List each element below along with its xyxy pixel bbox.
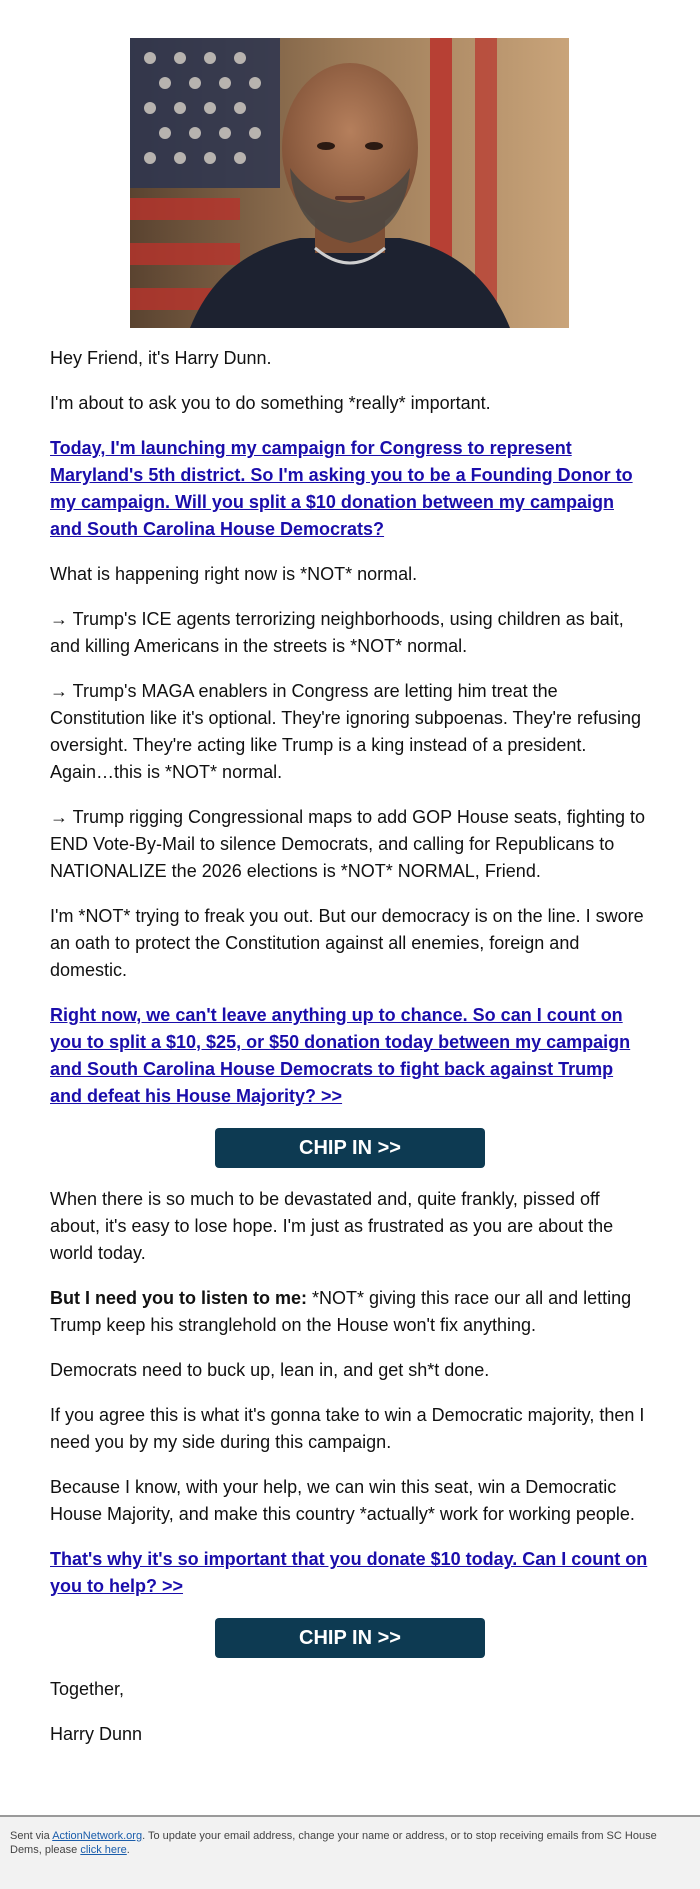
email-footer <box>0 1815 700 1889</box>
listen-rest-text: *NOT* giving this race our all and letting Trump keep his stranglehold on the House won't fix anything. <box>50 1288 632 1335</box>
buck-up-paragraph: Democrats need to buck up, lean in, and get sh*t done. <box>50 1360 490 1380</box>
intro-text: I'm about to ask you to do something *really* important. <box>50 393 491 413</box>
unsubscribe-click-here-link[interactable]: click here <box>80 1844 127 1856</box>
split-donation-link[interactable]: Right now, we can't leave anything up to chance. So can I count on you to split a $10, $25, or $50 donation today between my campaign and South Carolina House Democrats to fight back against Trump and defeat his House Majority? >> <box>50 1005 631 1106</box>
agree-paragraph: If you agree this is what it's gonna take to win a Democratic majority, then I need you by my side during this campaign. <box>50 1405 645 1452</box>
listen-paragraph <box>50 1285 650 1339</box>
hero-portrait-image <box>130 38 569 328</box>
chip-in-button-2[interactable]: CHIP IN >> <box>215 1618 485 1658</box>
because-paragraph: Because I know, with your help, we can win this seat, win a Democratic House Majority, and make this country *actually* work for working people. <box>50 1477 635 1524</box>
hope-paragraph: When there is so much to be devastated and, quite frankly, pissed off about, it's easy to lose hope. I'm just as frustrated as you are about the world today. <box>50 1189 614 1263</box>
donate-ten-link[interactable]: That's why it's so important that you donate $10 today. Can I count on you to help? >> <box>50 1549 648 1596</box>
listen-bold-text: But I need you to listen to me: <box>50 1288 308 1308</box>
footer-middle-text: . To update your email address, change your name or address, or to stop receiving emails from SC House Dems, please <box>10 1830 657 1856</box>
actionnetwork-link[interactable]: ActionNetwork.org <box>52 1830 143 1842</box>
footer-end-text: . <box>126 1844 130 1856</box>
founding-donor-link[interactable]: Today, I'm launching my campaign for Congress to represent Maryland's 5th district. So I'm asking you to be a Founding Donor to my campaign. Will you split a $10 donation between my campaign and South Carolina House Democrats? <box>50 438 633 539</box>
footer-text <box>0 1817 700 1857</box>
chip-in-button-1[interactable]: CHIP IN >> <box>215 1128 485 1168</box>
signature-text: Harry Dunn <box>50 1724 143 1744</box>
signoff-text: Together, <box>50 1679 125 1699</box>
not-normal-text: What is happening right now is *NOT* normal. <box>50 564 418 584</box>
ice-paragraph: → Trump's ICE agents terrorizing neighborhoods, using children as bait, and killing Americans in the streets is *NOT* normal. <box>50 609 624 656</box>
footer-sent-via: Sent via <box>10 1830 53 1842</box>
message-content <box>50 345 650 1766</box>
oath-paragraph: I'm *NOT* trying to freak you out. But our democracy is on the line. I swore an oath to protect the Constitution against all enemies, foreign and domestic. <box>50 906 644 980</box>
portrait-illustration <box>130 38 569 328</box>
maga-paragraph: → Trump's MAGA enablers in Congress are letting him treat the Constitution like it's optional. They're ignoring subpoenas. They're refusing oversight. They're acting like Trump is a king instead of a president. Again…this is *NOT* normal. <box>50 681 641 782</box>
maps-paragraph: → Trump rigging Congressional maps to add GOP House seats, fighting to END Vote-By-Mail to silence Democrats, and calling for Republicans to NATIONALIZE the 2026 elections is *NOT* NORMAL, Friend. <box>50 807 645 881</box>
greeting-text: Hey Friend, it's Harry Dunn. <box>50 348 272 368</box>
